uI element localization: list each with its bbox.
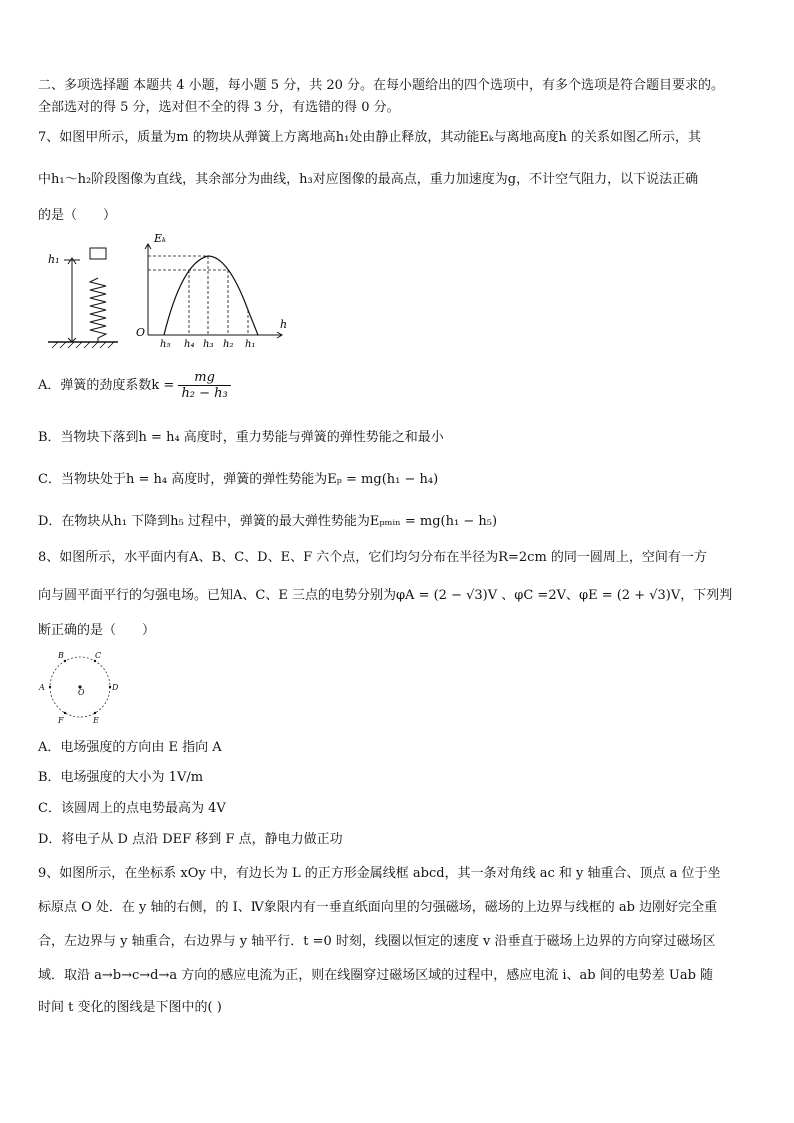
q7-option-a-fraction xyxy=(178,370,230,401)
fig-tick-h2: h₂ xyxy=(223,339,234,350)
q7-option-a-text: A．弹簧的劲度系数k = xyxy=(38,378,175,393)
ek-graph xyxy=(145,244,282,338)
fig-tick-h5: h₅ xyxy=(160,339,171,350)
q8-stem-line-2: 向与圆平面平行的匀强电场。已知A、C、E 三点的电势分别为φA = (2 − √3)V 、φC =2V、φE = (2 + √3)V，下列判 xyxy=(38,588,733,603)
q9-stem-line-5: 时间 t 变化的图线是下图中的( ) xyxy=(38,1000,222,1015)
q8-option-c: C．该圆周上的点电势最高为 4V xyxy=(38,801,226,816)
q8-point-f-label: F xyxy=(58,716,64,725)
q7-option-c: C．当物块处于h = h₄ 高度时，弹簧的弹性势能为Eₚ = mg(h₁ − h₄) xyxy=(38,472,439,487)
q7-stem-line-2: 中h₁～h₂阶段图像为直线，其余部分为曲线，h₃对应图像的最高点，重力加速度为g，不计空气阻力，以下说法正确 xyxy=(38,172,699,187)
section-heading-line-1: 二、多项选择题 本题共 4 小题，每小题 5 分，共 20 分。在每小题给出的四个选项中，有多个选项是符合题目要求的。 xyxy=(38,78,725,93)
fig-h1-label: h₁ xyxy=(48,253,60,266)
q8-stem-line-3: 断正确的是（ ） xyxy=(38,623,156,638)
q8-point-b-label: B xyxy=(58,651,64,660)
q8-point-e-label: E xyxy=(93,716,99,725)
fig-ek-label: Eₖ xyxy=(154,232,167,245)
q8-option-a: A．电场强度的方向由 E 指向 A xyxy=(38,740,222,755)
q7-option-a xyxy=(38,370,231,401)
fig-tick-h3: h₃ xyxy=(203,339,214,350)
q8-point-d-label: D xyxy=(112,683,119,692)
q7-stem-line-3: 的是（ ） xyxy=(38,208,117,223)
q8-point-a-label: A xyxy=(39,683,45,692)
q9-stem-line-2: 标原点 O 处．在 y 轴的右侧，的 I、Ⅳ象限内有一垂直纸面向里的匀强磁场，磁场的上边界与线框的 ab 边刚好完全重 xyxy=(38,900,718,915)
q7-option-a-denominator: h₂ − h₃ xyxy=(181,386,228,401)
q8-option-d: D．将电子从 D 点沿 DEF 移到 F 点，静电力做正功 xyxy=(38,832,343,847)
q9-stem-line-4: 域．取沿 a→b→c→d→a 方向的感应电流为正，则在线圈穿过磁场区域的过程中，感应电流 i、ab 间的电势差 Uab 随 xyxy=(38,968,714,983)
fig-tick-h1: h₁ xyxy=(245,339,256,350)
q9-stem-line-3: 合，左边界与 y 轴重合，右边界与 y 轴平行．t =0 时刻，线圈以恒定的速度 v 沿垂直于磁场上边界的方向穿过磁场区 xyxy=(38,934,716,949)
q8-center-label: O xyxy=(78,688,85,697)
q8-stem-line-1: 8、如图所示，水平面内有A、B、C、D、E、F 六个点，它们均匀分布在半径为R=2cm 的同一圆周上，空间有一方 xyxy=(38,550,707,565)
fig-tick-h4: h₄ xyxy=(184,339,195,350)
q9-stem-line-1: 9、如图所示，在坐标系 xOy 中，有边长为 L 的正方形金属线框 abcd，其一条对角线 ac 和 y 轴重合、顶点 a 位于坐 xyxy=(38,866,721,881)
q7-figure xyxy=(42,230,292,350)
fig-h-axis-label: h xyxy=(280,318,288,331)
q7-stem-line-1: 7、如图甲所示，质量为m 的物块从弹簧上方离地高h₁处由静止释放，其动能Eₖ与离地高度h 的关系如图乙所示，其 xyxy=(38,130,702,145)
q7-option-a-numerator: mg xyxy=(178,370,230,386)
q7-option-d: D．在物块从h₁ 下降到h₅ 过程中，弹簧的最大弹性势能为Eₚₘᵢₙ = mg(h₁ − h₅) xyxy=(38,514,498,529)
section-heading-line-2: 全部选对的得 5 分，选对但不全的得 3 分，有选错的得 0 分。 xyxy=(38,100,400,115)
q8-point-c-label: C xyxy=(95,651,102,660)
q7-option-b: B．当物块下落到h = h₄ 高度时，重力势能与弹簧的弹性势能之和最小 xyxy=(38,430,444,445)
q8-circle-figure xyxy=(38,650,128,726)
q8-option-b: B．电场强度的大小为 1V/m xyxy=(38,770,204,785)
fig-origin-label: O xyxy=(136,326,146,339)
